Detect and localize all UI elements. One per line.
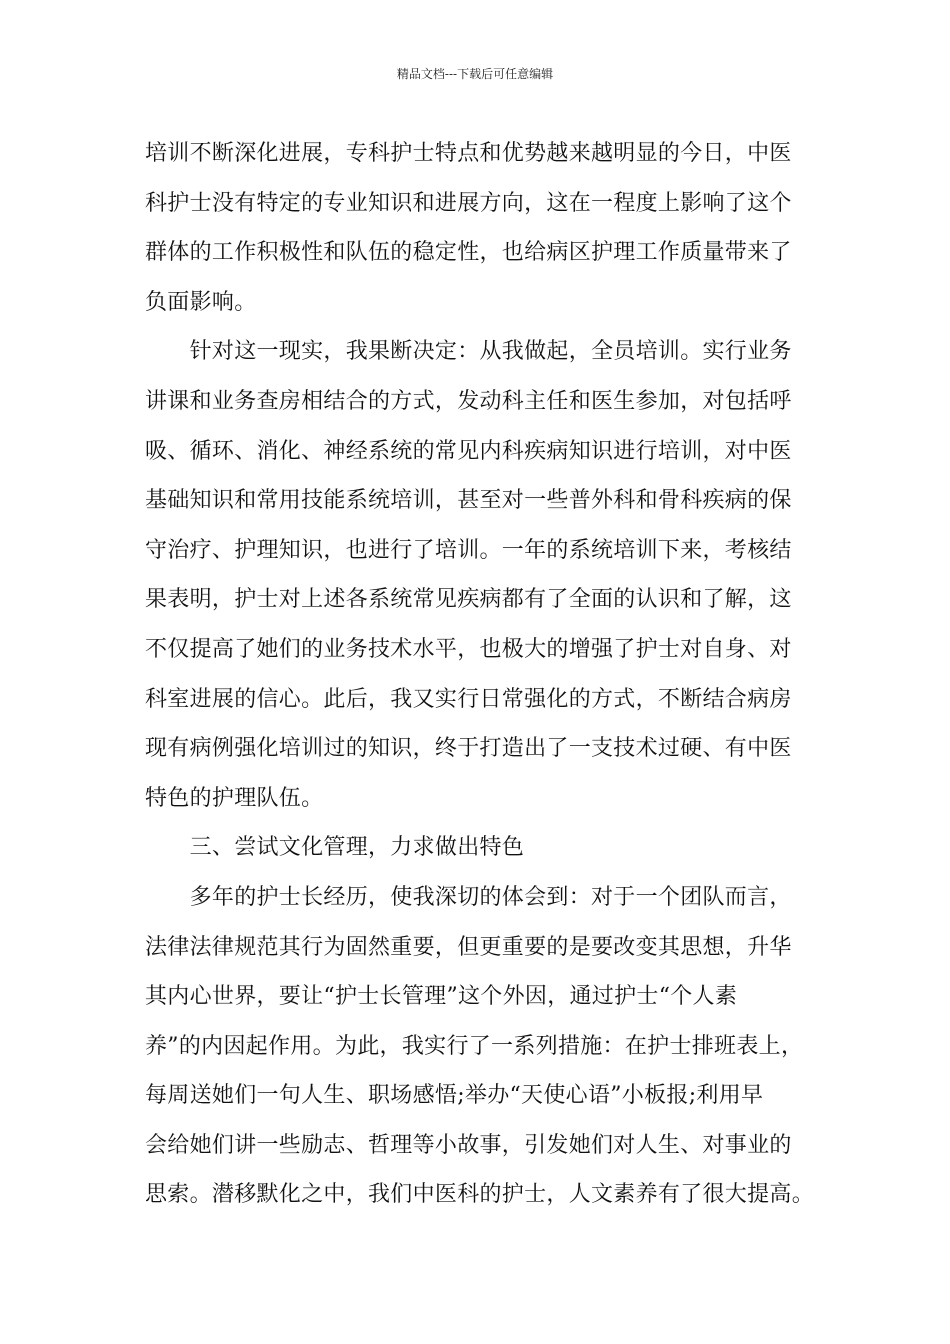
page-header: 精品文档---下载后可任意编辑	[396, 67, 554, 81]
text-line: 讲课和业务查房相结合的方式，发动科主任和医生参加，对包括呼	[145, 388, 792, 414]
document-body	[145, 129, 815, 1220]
text-line: 培训不断深化进展，专科护士特点和优势越来越明显的今日，中医	[145, 141, 792, 166]
text-line: 思索。潜移默化之中，我们中医科的护士，人文素养有了很大提高。	[145, 1182, 815, 1208]
text-line: 科护士没有特定的专业知识和进展方向，这在一程度上影响了这个	[145, 190, 792, 216]
text-line: 法律法律规范其行为固然重要，但更重要的是要改变其思想，升华	[145, 934, 792, 960]
text-line: 基础知识和常用技能系统培训，甚至对一些普外科和骨科疾病的保	[145, 488, 792, 514]
text-line: 每周送她们一句人生、职场感悟;举办“天使心语”小板报;利用早	[145, 1083, 764, 1109]
text-line: 负面影响。	[145, 289, 257, 315]
text-line: 吸、循环、消化、神经系统的常见内科疾病知识进行培训，对中医	[145, 438, 792, 464]
text-line: 现有病例强化培训过的知识，终于打造出了一支技术过硬、有中医	[145, 736, 792, 762]
text-line: 守治疗、护理知识，也进行了培训。一年的系统培训下来，考核结	[145, 537, 792, 563]
text-line: 多年的护士长经历，使我深切的体会到：对于一个团队而言，	[145, 884, 792, 910]
text-line: 针对这一现实，我果断决定：从我做起，全员培训。实行业务	[145, 339, 792, 365]
text-line: 养”的内因起作用。为此，我实行了一系列措施：在护士排班表上，	[145, 1033, 804, 1059]
text-line: 特色的护理队伍。	[145, 785, 324, 811]
text-line: 果表明，护士对上述各系统常见疾病都有了全面的认识和了解，这	[145, 587, 792, 613]
section-heading: 三、尝试文化管理，力求做出特色	[145, 835, 525, 861]
text-line: 不仅提高了她们的业务技术水平，也极大的增强了护士对自身、对	[145, 636, 792, 662]
text-line: 群体的工作积极性和队伍的稳定性，也给病区护理工作质量带来了	[145, 240, 792, 266]
text-line: 会给她们讲一些励志、哲理等小故事，引发她们对人生、对事业的	[145, 1132, 792, 1158]
text-line: 其内心世界，要让“护士长管理”这个外因，通过护士“个人素	[145, 984, 738, 1010]
text-line: 科室进展的信心。此后，我又实行日常强化的方式，不断结合病房	[145, 686, 792, 712]
